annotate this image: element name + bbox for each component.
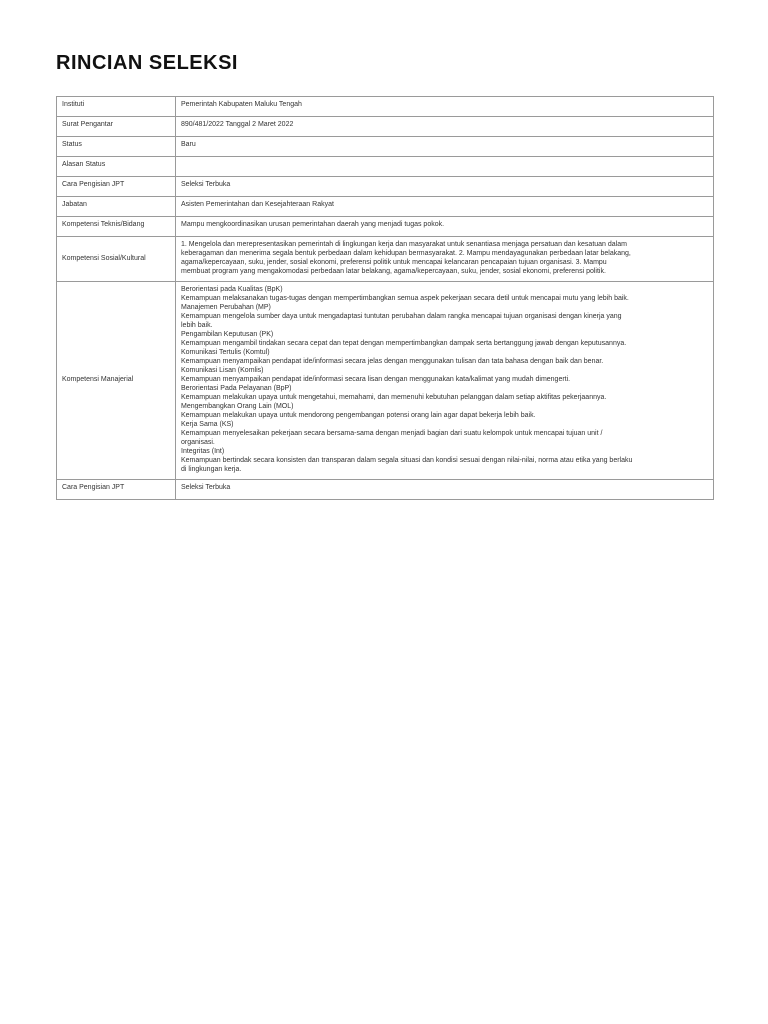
manajerial-line: Komunikasi Tertulis (Komtul) xyxy=(181,349,270,356)
table-row xyxy=(57,282,714,480)
selection-detail-table xyxy=(56,96,714,500)
table-row xyxy=(57,217,714,237)
row-label-status: Status xyxy=(57,137,176,157)
sosial-line: 1. Mengelola dan merepresentasikan pemerintah di lingkungan kerja dan masyarakat untuk senantiasa menjaga persatuan dan kesatuan dalam xyxy=(181,241,627,248)
manajerial-line: Manajemen Perubahan (MP) xyxy=(181,304,271,311)
manajerial-line: Berorientasi pada Kualitas (BpK) xyxy=(181,286,283,293)
manajerial-line: Komunikasi Lisan (Komlis) xyxy=(181,367,264,374)
row-value-status: Baru xyxy=(176,137,714,157)
manajerial-line: di lingkungan kerja. xyxy=(181,466,242,473)
sosial-line: keberagaman dan menerima segala bentuk perbedaan dalam kehidupan bermasyarakat. 2. Mampu mendayagunakan perbedaan latar belakang, xyxy=(181,250,631,257)
row-value-kompetensi-manajerial xyxy=(176,282,714,480)
row-value-cara-pengisian-last: Seleksi Terbuka xyxy=(176,480,714,500)
row-value-surat-pengantar: 890/481/2022 Tanggal 2 Maret 2022 xyxy=(176,117,714,137)
row-label-kompetensi-sosial: Kompetensi Sosial/Kultural xyxy=(57,237,176,282)
row-label-kompetensi-manajerial: Kompetensi Manajerial xyxy=(57,282,176,480)
manajerial-line: Kemampuan melaksanakan tugas-tugas dengan mempertimbangkan semua aspek pekerjaan secara detil untuk mencapai mutu yang lebih baik. xyxy=(181,295,629,302)
manajerial-line: Integritas (Int) xyxy=(181,448,225,455)
sosial-line: agama/kepercayaan, suku, jender, sosial ekonomi, preferensi politik untuk mencapai kelancaran pencapaian tujuan organisasi. 3. Mampu xyxy=(181,259,607,266)
manajerial-line: Berorientasi Pada Pelayanan (BpP) xyxy=(181,385,292,392)
row-label-jabatan: Jabatan xyxy=(57,197,176,217)
row-value-jabatan: Asisten Pemerintahan dan Kesejahteraan Rakyat xyxy=(176,197,714,217)
row-label-instituti: Instituti xyxy=(57,97,176,117)
table-row xyxy=(57,197,714,217)
table-row xyxy=(57,97,714,117)
row-value-cara-pengisian: Seleksi Terbuka xyxy=(176,177,714,197)
table-row xyxy=(57,117,714,137)
row-label-cara-pengisian-last: Cara Pengisian JPT xyxy=(57,480,176,500)
manajerial-line: Kemampuan bertindak secara konsisten dan transparan dalam segala situasi dan kondisi sesuai dengan nilai-nilai, norma atau etika yang berlaku xyxy=(181,457,633,464)
table-row xyxy=(57,137,714,157)
sosial-line: membuat program yang mengakomodasi perbedaan latar belakang, agama/kepercayaan, suku, jender, sosial ekonomi, preferensi politik. xyxy=(181,268,606,275)
row-value-kompetensi-sosial xyxy=(176,237,714,282)
manajerial-line: Mengembangkan Orang Lain (MOL) xyxy=(181,403,294,410)
manajerial-line: Kemampuan mengelola sumber daya untuk mengadaptasi tuntutan perubahan dalam rangka mencapai tujuan organisasi dengan kinerja yang xyxy=(181,313,622,320)
manajerial-line: lebih baik. xyxy=(181,322,213,329)
row-label-cara-pengisian: Cara Pengisian JPT xyxy=(57,177,176,197)
manajerial-line: organisasi. xyxy=(181,439,215,446)
manajerial-line: Kemampuan mengambil tindakan secara cepat dan tepat dengan mempertimbangkan dampak serta bertanggung jawab dengan keputusannya. xyxy=(181,340,627,347)
table-row xyxy=(57,177,714,197)
manajerial-line: Kemampuan menyelesaikan pekerjaan secara bersama-sama dengan menjadi bagian dari suatu kelompok untuk mencapai tujuan unit / xyxy=(181,430,603,437)
manajerial-line: Pengambilan Keputusan (PK) xyxy=(181,331,274,338)
row-label-surat-pengantar: Surat Pengantar xyxy=(57,117,176,137)
manajerial-line: Kemampuan menyampaikan pendapat ide/informasi secara lisan dengan menggunakan kata/kalimat yang mudah dimengerti. xyxy=(181,376,571,383)
page-title: RINCIAN SELEKSI xyxy=(56,52,238,74)
manajerial-line: Kerja Sama (KS) xyxy=(181,421,234,428)
table-row xyxy=(57,480,714,500)
manajerial-line: Kemampuan menyampaikan pendapat ide/informasi secara jelas dengan menggunakan tulisan dan tata bahasa dengan baik dan benar. xyxy=(181,358,604,365)
table-row xyxy=(57,157,714,177)
row-value-kompetensi-teknis: Mampu mengkoordinasikan urusan pemerintahan daerah yang menjadi tugas pokok. xyxy=(176,217,714,237)
manajerial-line: Kemampuan melakukan upaya untuk mendorong pengembangan potensi orang lain agar dapat bekerja lebih baik. xyxy=(181,412,536,419)
row-value-alasan-status xyxy=(176,157,714,177)
row-label-alasan-status: Alasan Status xyxy=(57,157,176,177)
table-row xyxy=(57,237,714,282)
row-value-instituti: Pemerintah Kabupaten Maluku Tengah xyxy=(176,97,714,117)
row-label-kompetensi-teknis: Kompetensi Teknis/Bidang xyxy=(57,217,176,237)
manajerial-line: Kemampuan melakukan upaya untuk mengetahui, memahami, dan memenuhi kebutuhan pelanggan dalam setiap aktifitas pekerjaannya. xyxy=(181,394,607,401)
